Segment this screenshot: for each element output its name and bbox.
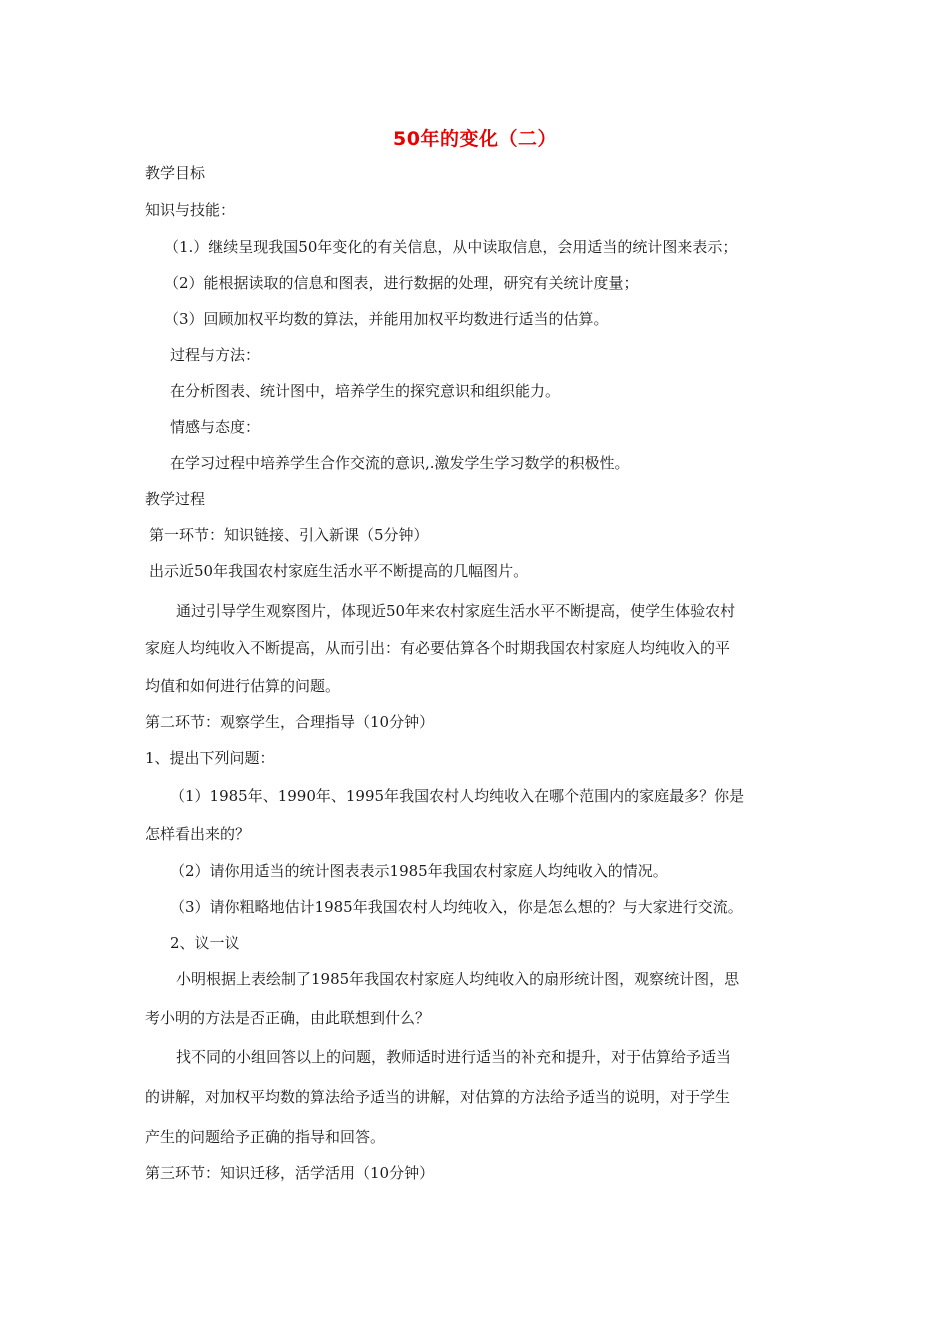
subsection-heading: 过程与方法： — [170, 346, 261, 364]
paragraph-line: 均值和如何进行估算的问题。 — [145, 677, 341, 695]
paragraph-line: 在分析图表、统计图中，培养学生的探究意识和组织能力。 — [170, 382, 561, 400]
page-title: 50年的变化（二） — [393, 128, 557, 150]
paragraph-line: 考小明的方法是否正确，由此联想到什么？ — [145, 1009, 431, 1027]
subsection-heading: 知识与技能： — [145, 201, 236, 219]
subsection-heading: 2、议一议 — [170, 934, 240, 952]
paragraph-line: 怎样看出来的？ — [145, 825, 251, 843]
paragraph-line: （3）回顾加权平均数的算法，并能用加权平均数进行适当的估算。 — [164, 310, 609, 328]
section-heading: 教学过程 — [145, 490, 206, 508]
paragraph-line: 家庭人均纯收入不断提高，从而引出：有必要估算各个时期我国农村家庭人均纯收入的平 — [145, 639, 731, 657]
subsection-heading: 第二环节：观察学生，合理指导（10分钟） — [145, 713, 435, 731]
paragraph-line: （1）1985年、1990年、1995年我国农村人均纯收入在哪个范围内的家庭最多？你是 — [170, 787, 745, 805]
paragraph-line: 在学习过程中培养学生合作交流的意识,.激发学生学习数学的积极性。 — [170, 454, 630, 472]
paragraph-line: 通过引导学生观察图片，体现近50年来农村家庭生活水平不断提高，使学生体验农村 — [176, 602, 736, 620]
paragraph-line: （3）请你粗略地估计1985年我国农村人均纯收入，你是怎么想的？与大家进行交流。 — [170, 898, 743, 916]
paragraph-line: 小明根据上表绘制了1985年我国农村家庭人均纯收入的扇形统计图，观察统计图，思 — [176, 970, 740, 988]
section-heading: 教学目标 — [145, 164, 206, 182]
subsection-heading: 第一环节：知识链接、引入新课（5分钟） — [149, 526, 429, 544]
paragraph-line: （1.）继续呈现我国50年变化的有关信息，从中读取信息，会用适当的统计图来表示； — [164, 238, 738, 256]
paragraph-line: 产生的问题给予正确的指导和回答。 — [145, 1128, 386, 1146]
paragraph-line: 出示近50年我国农村家庭生活水平不断提高的几幅图片。 — [149, 562, 529, 580]
paragraph-line: 1、提出下列问题： — [145, 749, 275, 767]
paragraph-line: 的讲解，对加权平均数的算法给予适当的讲解，对估算的方法给予适当的说明，对于学生 — [145, 1088, 731, 1106]
paragraph-line: （2）请你用适当的统计图表表示1985年我国农村家庭人均纯收入的情况。 — [170, 862, 668, 880]
subsection-heading: 情感与态度： — [170, 418, 261, 436]
subsection-heading: 第三环节：知识迁移，活学活用（10分钟） — [145, 1164, 435, 1182]
paragraph-line: （2）能根据读取的信息和图表，进行数据的处理，研究有关统计度量； — [164, 274, 639, 292]
paragraph-line: 找不同的小组回答以上的问题，教师适时进行适当的补充和提升，对于估算给予适当 — [176, 1048, 732, 1066]
